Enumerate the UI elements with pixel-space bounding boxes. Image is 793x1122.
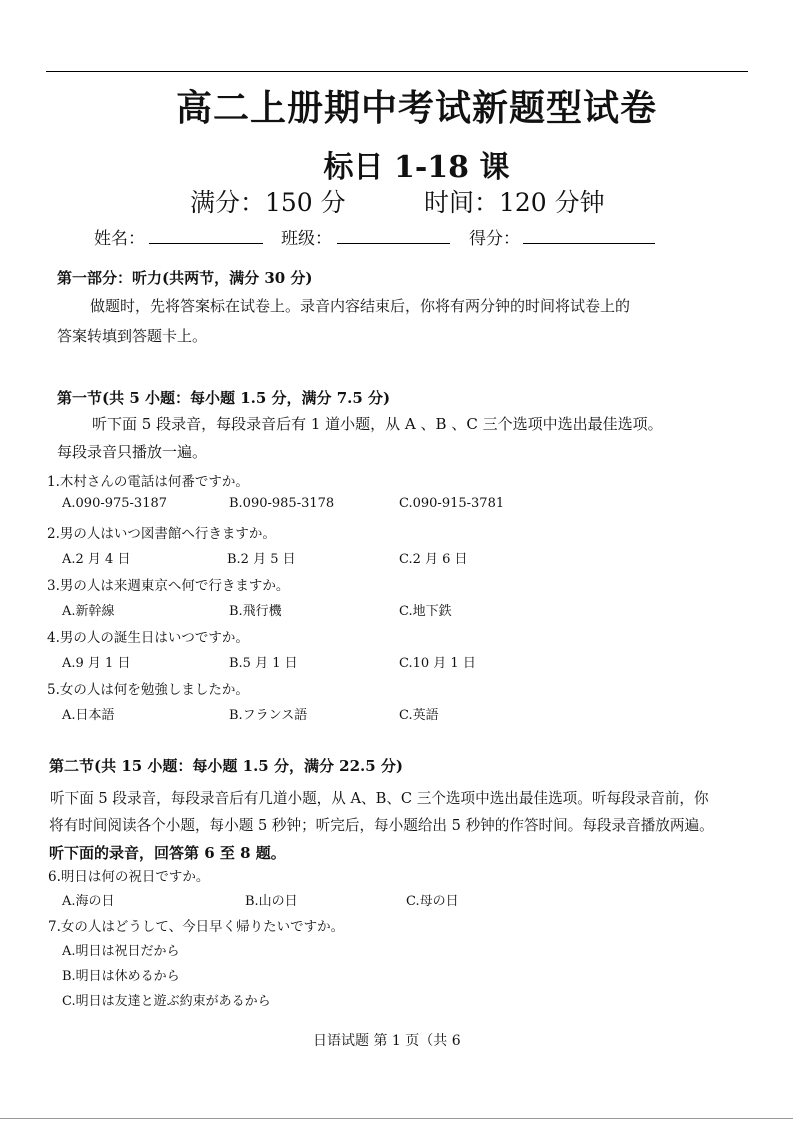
section1-heading: 第一节(共 5 小题：每小题 1.5 分，满分 7.5 分) (57, 389, 391, 407)
question-4: 4.男の人の誕生日はいつですか。 (47, 630, 249, 646)
question-6: 6.明日は何の祝日ですか。 (48, 869, 210, 885)
part1-heading: 第一部分：听力(共两节，满分 30 分) (57, 269, 313, 287)
q6-option-a: A.海の日 (62, 894, 115, 909)
score-blank[interactable] (523, 243, 655, 244)
section2-instruction-line2: 将有时间阅读各个小题，每小题 5 秒钟；听完后，每小题给出 5 秒钟的作答时间。每段录音播放两遍。 (49, 817, 714, 834)
q4-option-a: A.9 月 1 日 (62, 656, 131, 671)
q6-option-b: B.山の日 (245, 894, 298, 909)
page-footer: 日语试题 第 1 页（共 6 (313, 1033, 461, 1049)
q6-option-c: C.母の日 (406, 894, 459, 909)
q3-option-b: B.飛行機 (229, 604, 282, 619)
q3-option-a: A.新幹線 (62, 604, 115, 619)
q7-option-a: A.明日は祝日だから (62, 944, 180, 959)
q4-option-c: C.10 月 1 日 (399, 656, 476, 671)
top-rule (46, 71, 748, 72)
score-label: 得分： (469, 229, 520, 249)
question-3: 3.男の人は来週東京へ何で行きますか。 (47, 578, 290, 594)
q3-option-c: C.地下鉄 (399, 604, 452, 619)
question-7: 7.女の人はどうして、今日早く帰りたいですか。 (48, 919, 345, 935)
section2-subheading: 听下面的录音，回答第 6 至 8 题。 (49, 844, 286, 862)
full-score: 满分：150 分 (190, 188, 346, 217)
q4-option-b: B.5 月 1 日 (229, 656, 298, 671)
bottom-rule (0, 1118, 793, 1119)
part1-instruction-line1: 做题时，先将答案标在试卷上。录音内容结束后，你将有两分钟的时间将试卷上的 (90, 297, 631, 315)
section2-instruction-line1: 听下面 5 段录音，每段录音后有几道小题，从 A、B、C 三个选项中选出最佳选项。听每段录音前，你 (50, 790, 709, 807)
q2-option-b: B.2 月 5 日 (227, 552, 296, 567)
exam-title: 高二上册期中考试新题型试卷 (175, 87, 657, 129)
class-label: 班级： (281, 229, 332, 249)
section1-instruction-line2: 每段录音只播放一遍。 (57, 443, 208, 461)
q5-option-c: C.英語 (399, 708, 439, 723)
question-5: 5.女の人は何を勉強しましたか。 (47, 682, 249, 698)
section1-instruction-line1: 听下面 5 段录音，每段录音后有 1 道小题，从 A 、B 、C 三个选项中选出最佳选项。 (92, 415, 663, 433)
q5-option-a: A.日本語 (62, 708, 115, 723)
question-2: 2.男の人はいつ図書館へ行きますか。 (47, 526, 276, 542)
class-blank[interactable] (337, 243, 450, 244)
exam-time: 时间：120 分钟 (424, 188, 605, 217)
q2-option-a: A.2 月 4 日 (62, 552, 131, 567)
name-blank[interactable] (149, 243, 263, 244)
exam-subtitle: 标日 1-18 课 (323, 150, 510, 185)
part1-instruction-line2: 答案转填到答题卡上。 (57, 327, 208, 345)
question-1: 1.木村さんの電話は何番ですか。 (47, 474, 249, 490)
q7-option-c: C.明日は友達と遊ぶ約束があるから (62, 994, 271, 1009)
q1-option-c: C.090-915-3781 (399, 496, 505, 511)
q5-option-b: B.フランス語 (229, 708, 308, 723)
q1-option-a: A.090-975-3187 (62, 496, 168, 511)
q1-option-b: B.090-985-3178 (229, 496, 335, 511)
section2-heading: 第二节(共 15 小题：每小题 1.5 分，满分 22.5 分) (49, 757, 404, 775)
q7-option-b: B.明日は休めるから (62, 969, 180, 984)
name-label: 姓名： (94, 229, 145, 249)
q2-option-c: C.2 月 6 日 (399, 552, 468, 567)
